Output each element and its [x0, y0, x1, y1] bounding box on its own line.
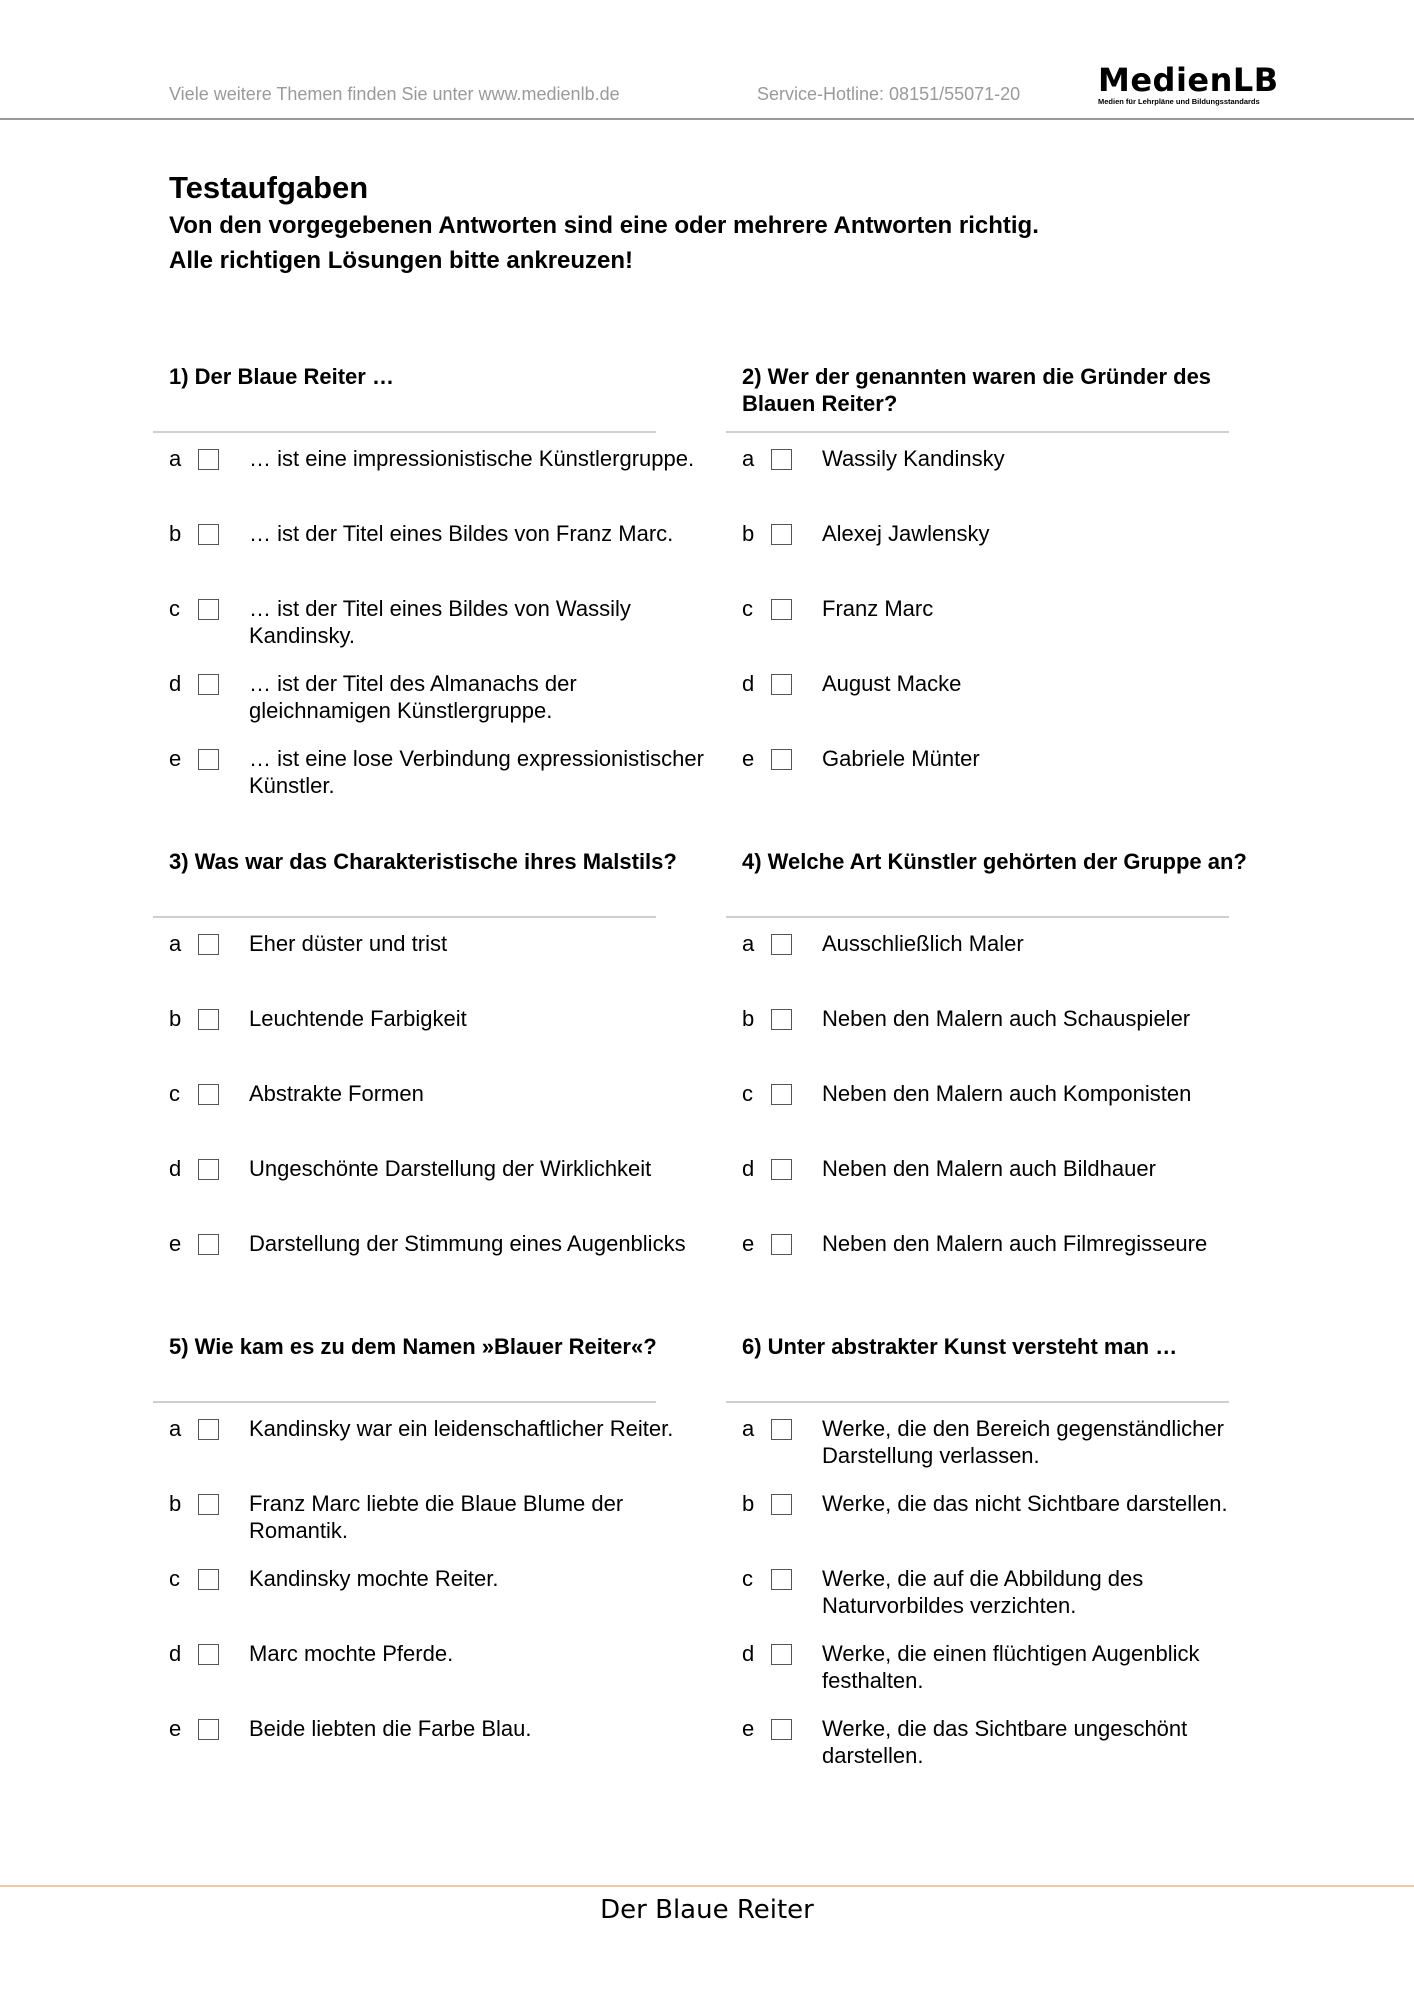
option-letter: c: [169, 1566, 180, 1591]
option-letter: d: [742, 671, 755, 696]
medienlb-logo: [1098, 61, 1294, 106]
question-title: 4) Welche Art Künstler gehörten der Gruppe an?: [742, 849, 1247, 874]
option-letter: e: [742, 1231, 755, 1256]
answer-checkbox[interactable]: [198, 1234, 219, 1255]
answer-checkbox[interactable]: [771, 749, 792, 770]
answer-checkbox[interactable]: [198, 599, 219, 620]
page-title: Testaufgaben: [169, 170, 369, 205]
instruction-line: Von den vorgegebenen Antworten sind eine oder mehrere Antworten richtig.: [169, 212, 1039, 239]
answer-checkbox[interactable]: [771, 1234, 792, 1255]
option-letter: a: [169, 1416, 182, 1441]
option-letter: d: [742, 1641, 755, 1666]
option-letter: d: [169, 1156, 182, 1181]
answer-option: [742, 1005, 1302, 1065]
answer-checkbox[interactable]: [771, 674, 792, 695]
option-letter: d: [169, 671, 182, 696]
answer-checkbox[interactable]: [771, 1569, 792, 1590]
answer-option: [169, 930, 729, 990]
option-letter: b: [169, 521, 182, 546]
answer-checkbox[interactable]: [198, 749, 219, 770]
option-letter: d: [742, 1156, 755, 1181]
option-text: Kandinsky war ein leidenschaftlicher Reiter.: [249, 1416, 674, 1441]
answer-checkbox[interactable]: [771, 524, 792, 545]
option-text: August Macke: [822, 671, 962, 696]
option-text: Abstrakte Formen: [249, 1081, 424, 1106]
option-text: … ist eine lose Verbindung expressionistischer Künstler.: [249, 746, 704, 798]
option-text: … ist eine impressionistische Künstlergruppe.: [249, 446, 695, 471]
option-text: Neben den Malern auch Komponisten: [822, 1081, 1192, 1106]
option-text: … ist der Titel eines Bildes von Franz Marc.: [249, 521, 674, 546]
logo-tagline: Medien für Lehrpläne und Bildungsstandards: [1098, 97, 1260, 106]
option-text: Gabriele Münter: [822, 746, 980, 771]
option-letter: e: [742, 1716, 755, 1741]
question-divider: [153, 431, 656, 433]
answer-checkbox[interactable]: [198, 1494, 219, 1515]
answer-option: [742, 930, 1302, 990]
answer-option: [169, 1080, 729, 1140]
option-text: Kandinsky mochte Reiter.: [249, 1566, 499, 1591]
option-letter: a: [742, 931, 755, 956]
answer-checkbox[interactable]: [771, 1719, 792, 1740]
question-title: 3) Was war das Charakteristische ihres Malstils?: [169, 849, 677, 874]
option-letter: c: [169, 596, 180, 621]
option-text: Werke, die das nicht Sichtbare darstellen.: [822, 1491, 1228, 1516]
option-text: Beide liebten die Farbe Blau.: [249, 1716, 532, 1741]
answer-checkbox[interactable]: [198, 934, 219, 955]
answer-checkbox[interactable]: [198, 1084, 219, 1105]
option-letter: a: [169, 931, 182, 956]
answer-checkbox[interactable]: [771, 1084, 792, 1105]
question-title: 2) Wer der genannten waren die Gründer des Blauen Reiter?: [742, 364, 1212, 416]
answer-option: [169, 1715, 729, 1775]
option-letter: a: [742, 446, 755, 471]
option-letter: b: [169, 1006, 182, 1031]
option-text: Marc mochte Pferde.: [249, 1641, 454, 1666]
answer-checkbox[interactable]: [771, 1419, 792, 1440]
answer-option: [169, 1565, 729, 1625]
question-title: 6) Unter abstrakter Kunst versteht man …: [742, 1334, 1178, 1359]
option-text: … ist der Titel eines Bildes von Wassily Kandinsky.: [249, 596, 631, 648]
answer-checkbox[interactable]: [198, 524, 219, 545]
instruction-line: Alle richtigen Lösungen bitte ankreuzen!: [169, 247, 634, 274]
option-letter: e: [169, 1716, 182, 1741]
answer-checkbox[interactable]: [771, 599, 792, 620]
header-website-text: Viele weitere Themen finden Sie unter www.medienlb.de: [169, 84, 620, 104]
answer-checkbox[interactable]: [198, 449, 219, 470]
option-letter: c: [742, 1081, 753, 1106]
option-text: Werke, die auf die Abbildung des Naturvorbildes verzichten.: [822, 1566, 1144, 1618]
option-letter: c: [742, 1566, 753, 1591]
answer-option: [742, 1565, 1302, 1625]
option-text: Alexej Jawlensky: [822, 521, 990, 546]
header-divider: [0, 118, 1414, 120]
option-letter: b: [742, 521, 755, 546]
answer-checkbox[interactable]: [198, 1159, 219, 1180]
answer-checkbox[interactable]: [198, 674, 219, 695]
answer-option: [742, 520, 1302, 580]
option-text: Darstellung der Stimmung eines Augenblicks: [249, 1231, 686, 1256]
question-divider: [726, 916, 1229, 918]
answer-option: [742, 595, 1302, 655]
option-text: Franz Marc liebte die Blaue Blume der Romantik.: [249, 1491, 624, 1543]
question-title: 1) Der Blaue Reiter …: [169, 364, 394, 389]
option-text: Werke, die das Sichtbare ungeschönt darstellen.: [822, 1716, 1188, 1768]
header-hotline: Service-Hotline: 08151/55071-20: [757, 84, 1021, 104]
answer-option: [169, 1490, 729, 1550]
answer-option: [742, 1080, 1302, 1140]
option-text: Franz Marc: [822, 596, 934, 621]
option-text: Wassily Kandinsky: [822, 446, 1005, 471]
option-letter: e: [169, 746, 182, 771]
answer-checkbox[interactable]: [771, 934, 792, 955]
option-letter: b: [169, 1491, 182, 1516]
option-letter: c: [742, 596, 753, 621]
answer-option: [742, 1490, 1302, 1550]
answer-checkbox[interactable]: [771, 1159, 792, 1180]
option-letter: c: [169, 1081, 180, 1106]
answer-option: [742, 1640, 1302, 1700]
answer-checkbox[interactable]: [771, 1644, 792, 1665]
option-letter: e: [742, 746, 755, 771]
option-text: Neben den Malern auch Schauspieler: [822, 1006, 1191, 1031]
title-block: [169, 168, 1269, 278]
answer-option: [742, 1715, 1302, 1775]
footer-title: Der Blaue Reiter: [600, 1895, 814, 1925]
option-letter: a: [742, 1416, 755, 1441]
option-text: … ist der Titel des Almanachs der gleichnamigen Künstlergruppe.: [249, 671, 577, 723]
answer-option: [169, 1415, 729, 1475]
answer-option: [169, 1155, 729, 1215]
answer-option: [169, 445, 729, 505]
option-text: Werke, die den Bereich gegenständlicher Darstellung verlassen.: [822, 1416, 1224, 1468]
answer-option: [169, 595, 729, 655]
answer-checkbox[interactable]: [198, 1419, 219, 1440]
answer-option: [742, 1155, 1302, 1215]
option-text: Leuchtende Farbigkeit: [249, 1006, 467, 1031]
page-header: [0, 0, 1414, 120]
option-text: Neben den Malern auch Bildhauer: [822, 1156, 1156, 1181]
footer-divider: [0, 1885, 1414, 1887]
answer-option: [742, 1415, 1302, 1475]
answer-option: [169, 520, 729, 580]
answer-option: [742, 670, 1302, 730]
answer-checkbox[interactable]: [771, 1009, 792, 1030]
answer-option: [742, 1230, 1302, 1290]
option-text: Eher düster und trist: [249, 931, 448, 956]
answer-checkbox[interactable]: [198, 1569, 219, 1590]
answer-option: [169, 745, 729, 805]
option-text: Neben den Malern auch Filmregisseure: [822, 1231, 1208, 1256]
option-letter: b: [742, 1006, 755, 1031]
answer-checkbox[interactable]: [771, 1494, 792, 1515]
question-divider: [153, 916, 656, 918]
answer-checkbox[interactable]: [198, 1644, 219, 1665]
answer-option: [169, 1005, 729, 1065]
answer-checkbox[interactable]: [198, 1009, 219, 1030]
answer-option: [169, 670, 729, 730]
answer-checkbox[interactable]: [198, 1719, 219, 1740]
answer-option: [169, 1640, 729, 1700]
option-letter: e: [169, 1231, 182, 1256]
answer-checkbox[interactable]: [771, 449, 792, 470]
option-letter: a: [169, 446, 182, 471]
question-title: 5) Wie kam es zu dem Namen »Blauer Reiter«?: [169, 1334, 657, 1359]
option-text: Ausschließlich Maler: [822, 931, 1024, 956]
answer-option: [742, 445, 1302, 505]
logo-wordmark: MedienLB: [1098, 61, 1279, 99]
option-text: Werke, die einen flüchtigen Augenblick festhalten.: [822, 1641, 1200, 1693]
option-letter: d: [169, 1641, 182, 1666]
question-divider: [726, 431, 1229, 433]
question-divider: [153, 1401, 656, 1403]
question-divider: [726, 1401, 1229, 1403]
option-text: Ungeschönte Darstellung der Wirklichkeit: [249, 1156, 652, 1181]
answer-option: [169, 1230, 729, 1290]
option-letter: b: [742, 1491, 755, 1516]
answer-option: [742, 745, 1302, 805]
